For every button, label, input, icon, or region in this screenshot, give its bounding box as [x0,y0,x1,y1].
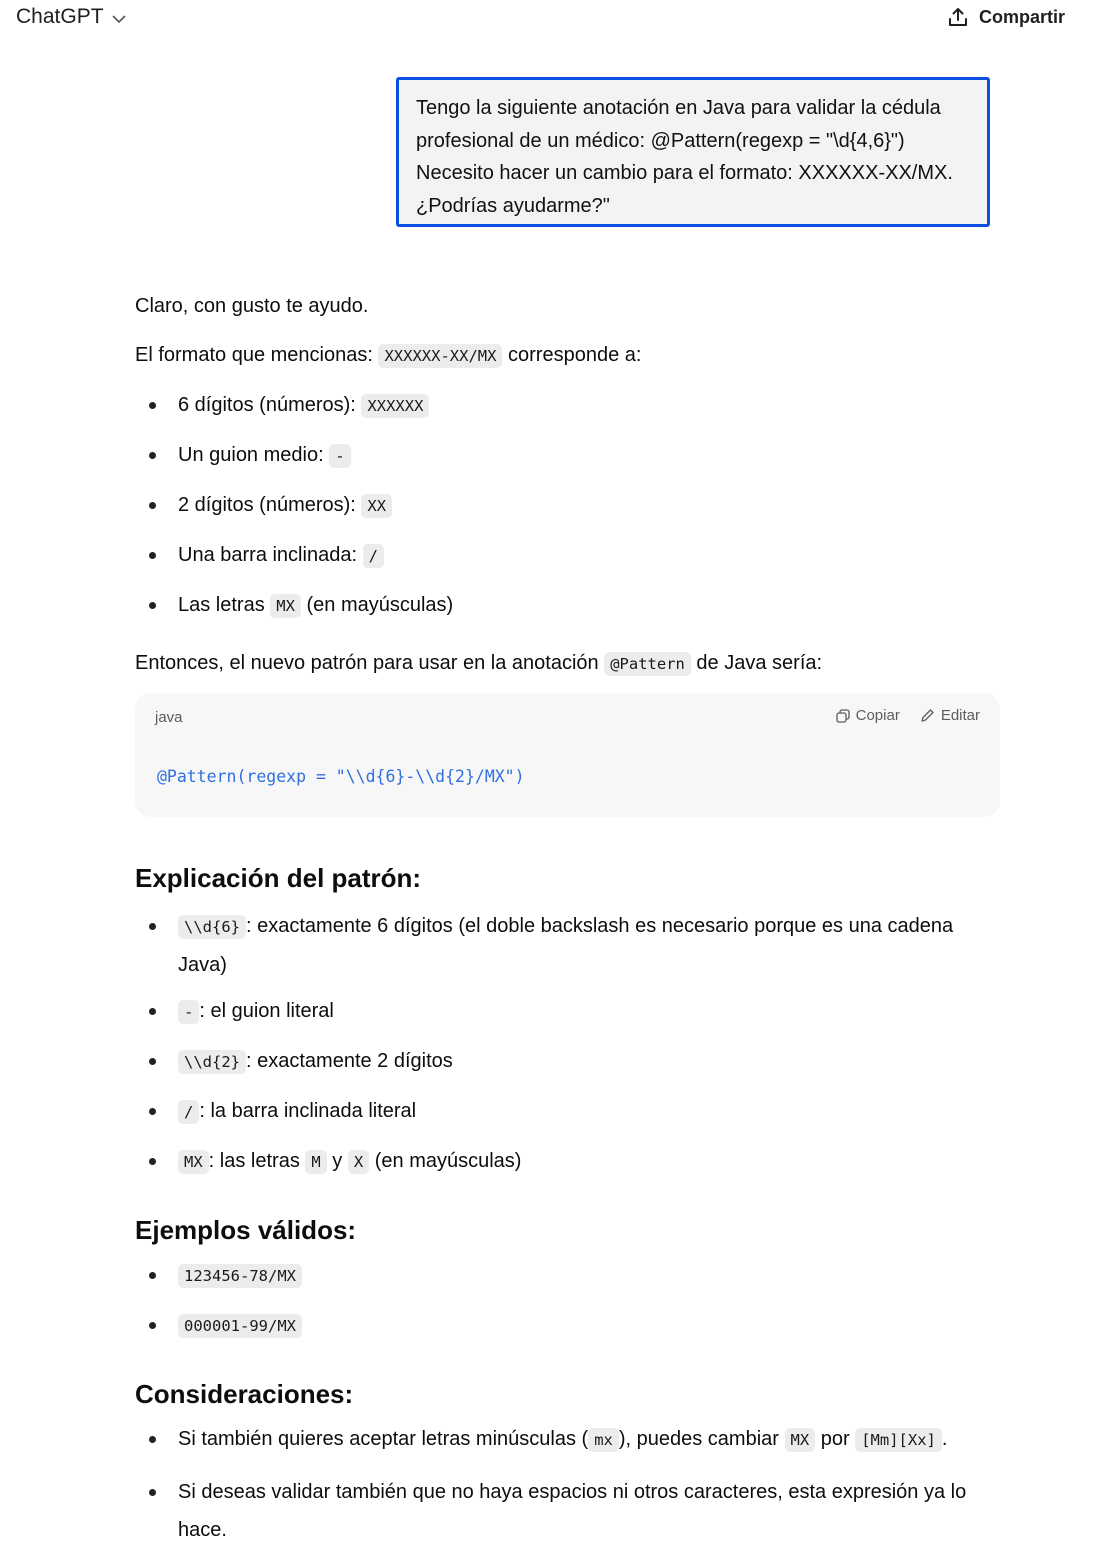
inline-code: XX [361,494,392,518]
share-icon [947,6,969,28]
inline-code: - [329,444,350,468]
inline-code: / [363,544,384,568]
list-item: Las letras MX (en mayúsculas) [135,589,1000,622]
inline-code: XXXXXX [361,394,429,418]
model-selector[interactable] [16,5,126,29]
chevron-down-icon [112,14,126,24]
format-paragraph: El formato que mencionas: XXXXXX-XX/MX corresponde a: [135,344,642,366]
inline-code: \\d{2} [178,1050,246,1074]
inline-code: \\d{6} [178,915,246,939]
list-item: 2 dígitos (números): XX [135,489,1000,522]
list-item: MX : las letras M y X (en mayúsculas) [135,1145,1000,1178]
list-item [135,1309,1000,1342]
code-content: @Pattern(regexp = "\\d{6}-\\d{2}/MX") [157,767,525,786]
inline-code: 000001-99/MX [178,1314,302,1338]
considerations-list [135,1423,1000,1549]
code-block [135,693,1000,817]
inline-code: mx [588,1428,619,1452]
inline-code: XXXXXX-XX/MX [378,344,502,368]
assistant-message [135,290,1000,1560]
inline-code: MX [270,594,301,618]
examples-list [135,1259,1000,1342]
list-item [135,1259,1000,1292]
inline-code: M [305,1150,326,1174]
inline-code: - [178,1000,199,1024]
list-item: Si deseas validar también que no haya espacios ni otros caracteres, esta expresión ya lo hace. [135,1473,1000,1549]
model-name: ChatGPT [16,5,104,28]
inline-code: [Mm][Xx] [855,1428,942,1452]
inline-code: 123456-78/MX [178,1264,302,1288]
copy-icon [836,709,850,723]
list-item: 6 dígitos (números): XXXXXX [135,389,1000,422]
explanation-heading: Explicación del patrón: [135,863,422,893]
user-message-text: Tengo la siguiente anotación en Java para validar la cédula profesional de un médico: @Pattern(regexp = "\d{4,6}") Necesito hacer un cambio para el formato: XXXXXX-XX/MX. ¿Podrías ayudarme?" [416,97,953,217]
share-button[interactable] [947,6,1065,28]
pencil-icon [920,708,935,723]
inline-code: / [178,1100,199,1124]
inline-code: X [348,1150,369,1174]
code-actions [836,707,980,724]
list-item: / : la barra inclinada literal [135,1095,1000,1128]
list-item: Un guion medio: - [135,439,1000,472]
inline-code: MX [178,1150,209,1174]
list-item: \\d{2} : exactamente 2 dígitos [135,1045,1000,1078]
edit-code-button[interactable]: Editar [920,707,980,724]
considerations-heading: Consideraciones: [135,1379,354,1409]
top-bar [0,0,1093,38]
code-language: java [155,709,183,726]
list-item: Una barra inclinada: / [135,539,1000,572]
intro-paragraph: Claro, con gusto te ayudo. [135,295,369,317]
examples-heading: Ejemplos válidos: [135,1215,357,1245]
user-message-bubble [396,77,990,227]
share-label: Compartir [978,6,1065,27]
explanation-list [135,907,1000,1178]
copy-code-button[interactable]: Copiar [836,707,900,724]
inline-code: @Pattern [604,652,691,676]
list-item: Si también quieres aceptar letras minúsculas ( mx ), puedes cambiar MX por [Mm][Xx] . [135,1423,1000,1456]
format-list [135,389,1000,622]
inline-code: MX [785,1428,816,1452]
list-item: \\d{6} : exactamente 6 dígitos (el doble backslash es necesario porque es una cadena Java) [135,907,1000,984]
pattern-paragraph: Entonces, el nuevo patrón para usar en la anotación @Pattern de Java sería: [135,652,823,674]
list-item: - : el guion literal [135,995,1000,1028]
